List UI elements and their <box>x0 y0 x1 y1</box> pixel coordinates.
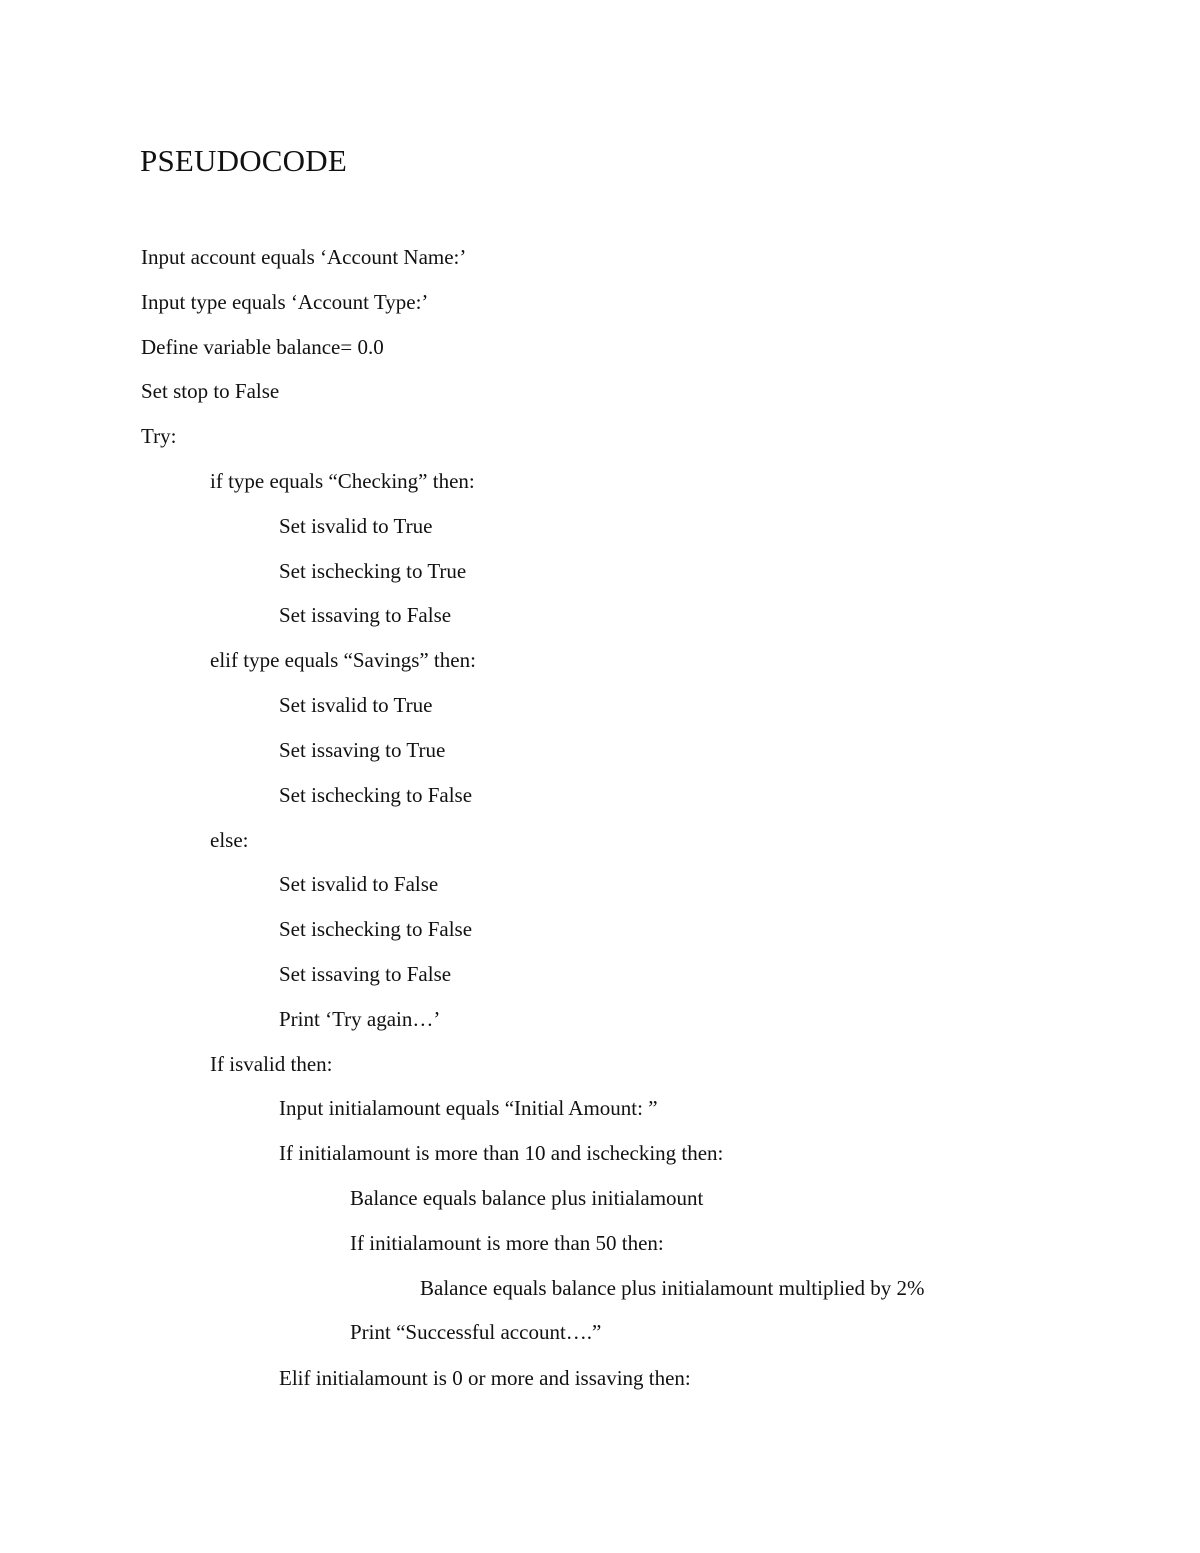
code-line: Set ischecking to False <box>279 783 473 807</box>
code-line: Print “Successful account….” <box>350 1320 602 1344</box>
code-line: If initialamount is more than 50 then: <box>350 1231 664 1255</box>
code-line: Input type equals ‘Account Type:’ <box>141 290 429 314</box>
code-line: If initialamount is more than 10 and ischecking then: <box>279 1141 724 1165</box>
code-line: Try: <box>141 424 177 448</box>
document-title: PSEUDOCODE <box>140 143 347 178</box>
code-line: Set issaving to True <box>279 738 446 762</box>
code-line: Set isvalid to True <box>279 693 433 717</box>
code-line: Set issaving to False <box>279 603 452 627</box>
code-line: Input account equals ‘Account Name:’ <box>141 245 467 269</box>
code-line: Set ischecking to False <box>279 917 473 941</box>
code-line: Balance equals balance plus initialamount <box>350 1186 704 1210</box>
code-line: Set isvalid to True <box>279 514 433 538</box>
code-line: Set ischecking to True <box>279 559 467 583</box>
code-line: Print ‘Try again…’ <box>279 1007 441 1031</box>
code-line: else: <box>210 828 249 852</box>
code-line: Set isvalid to False <box>279 872 439 896</box>
code-line: Input initialamount equals “Initial Amount: ” <box>279 1096 658 1120</box>
code-line: Set stop to False <box>141 379 280 403</box>
code-line: elif type equals “Savings” then: <box>210 648 476 672</box>
code-line: If isvalid then: <box>210 1052 333 1076</box>
code-line: Define variable balance= 0.0 <box>141 335 384 359</box>
code-line: Balance equals balance plus initialamount multiplied by 2% <box>420 1276 925 1300</box>
code-line: if type equals “Checking” then: <box>210 469 475 493</box>
code-line: Set issaving to False <box>279 962 452 986</box>
code-line: Elif initialamount is 0 or more and issaving then: <box>279 1366 691 1390</box>
